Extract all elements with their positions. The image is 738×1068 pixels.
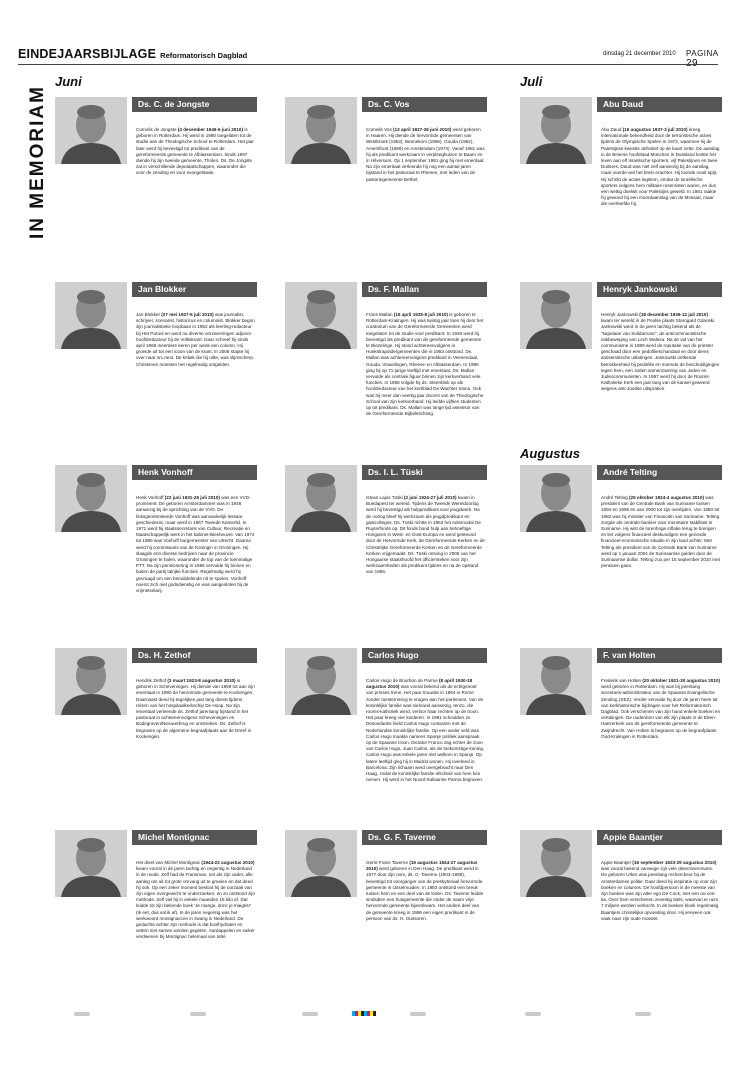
bio-body: was president van de Centrale Bank van Suriname tussen 1994 en 1996 en van 2000 tot zijn overlijden. Van 1980 tot 1982 was hij minister van Financiën van Suriname. Telting zorgde als centrale-bankier voor monetaire stabiliteit in Suriname. Hij wist de torenhoge inflatie terug te brengen en liet volgens financieel deskundigen een gezonde financieel-economische situatie in zijn land achter. Met Telting als president van de Centrale Bank van Suriname werd op 1 januari 2004 de Surinaamse gulden door de Surinaamse dollar. Telting zou per 15 september 2010 met pensioen gaan. [601, 495, 720, 569]
portrait-photo [55, 97, 127, 164]
obituary-name: Ds. H. Zethof [132, 648, 257, 663]
obituary-name: Abu Daud [597, 97, 722, 112]
portrait-photo [285, 282, 357, 349]
obituary-text [601, 860, 720, 922]
page-header [18, 45, 718, 63]
bio-dates: (20 oktober 1921-30 augustus 2010) [642, 678, 720, 683]
obituary-name: Henryk Jankowski [597, 282, 722, 297]
header-page [686, 49, 718, 69]
register-mark [410, 1012, 426, 1016]
register-mark [635, 1012, 651, 1016]
obituary-name: Ds. G. F. Taverne [362, 830, 487, 845]
bio-lead: Henryk Jankowski [601, 312, 640, 317]
bio-lead: Gerrit Frans Taverne [366, 860, 410, 865]
bio-dates: (27 mei 1927-6 juli 2010) [161, 312, 214, 317]
bio-body: kwam ter wereld in de Poolse plaats Starogard Gdanski. Jankowski werd in de jaren tachtig bekend als de "kapelaan van Solidarnosc", de anticommunistische vakbeweging van Lech Walesa. Na de val van het communisme in 1989 werd de reputatie van de priester geschaad door een pedofilieschandaal en door diens antisemitische uitlatingen. Jankowski ontkende betrokkenheid bij pedofilie en noemde de beschuldigingen tegen hem, een Joden samenzwering van Joden en Judeocommunisten. In 1997 werd hij door de Rooms-Katholieke Kerk een jaar lang van de kansel geweerd wegens anti-Joodse uitspraken. [601, 318, 720, 392]
obituary-name: Henk Vonhoff [132, 465, 257, 480]
bio-body: werd geboren in Haaren. Hij diende de hervormde gemeenten van Westbroek (1952), Bennekom (1956), Gouda (1962), Amersfoort (1969) en Amstendam (1974). Vanaf 1981 was hij als predikant werkzaam in verpleeghuizen te Baarn en in Hilversum. Op 1 september 1991 ging hij met emeritaat. Na zijn emeritaat verleende hij nog een aantal jaren bijstand in het pastoraat te Rhenen, met leden van de pastoriegemeente Bethel. [366, 127, 485, 182]
bio-dates: (22 juni 1931-25 juli 2010) [164, 495, 220, 500]
portrait-photo [55, 465, 127, 532]
bio-dates: (1944-22 augustus 2010) [201, 860, 255, 865]
brand-title: EINDEJAARSBIJLAGE [18, 47, 157, 61]
bio-body: is geboren in Scheveningen. Hij diende van 1959 tot aan zijn emeritaat in 1990 de hervormde gemeente te Kockengen. Daarnaast deed hij tegelijken jaar lang dienst tijdens reizen van het hospitaalkerkschip De Hoop. Na zijn emeritaat verleende ds. Zethof jarenlang bijstand in het pastoraat in achtereenvolgens Scheveningen en Bodegraven/Nieuwerbrug en omstreken. Ds. Zethof is begraven op de algemene begraafplaats aan de Dreef in Kockengen. [136, 678, 255, 739]
section-title: IN MEMORIAM [27, 85, 48, 239]
bio-lead: Frederik van Holten [601, 678, 643, 683]
bio-body: was vooral bekend vanwege zijn vele detectiveromans. De geboren Urker was jarenlang rechercheur bij de Amsterdamse politie. Daar deed hij inspiratie op voor zijn boeken en columns. De hoofdpersoon in de meeste van zijn boeken was zijn alter ego De Cock, met een oo-cee-ka. Over hem verschenen zeventig titels, waarvan er ruim 7 miljoen werden verkocht. In de boeken klonk regelmatig Baantjers christelijke opvoeding door. Hij verwees ook vaak naar zijn oude moeder. [601, 866, 719, 921]
register-mark [525, 1012, 541, 1016]
register-mark [190, 1012, 206, 1016]
page-label: PAGINA [686, 49, 719, 58]
bio-body: is geboren in Rotterdam. Hij werd in 1980 toegelaten tot de studie aan de Theologische School te Rotterdam. Het jaar later werd hij bevestigd tot predikant van de gereformeerde gemeente te Alblasserdam. Sinds 1997 diende hij zijn tweede gemeente, Tholen. Ds. De Jongste zat in verschillende deputaatschappen, waaronder die voor de zending en voor evangelisatie. [136, 127, 254, 176]
bio-dates: (16 augustus 1937-3 juli 2010) [622, 127, 688, 132]
print-marks [0, 1008, 738, 1020]
obituary-text [601, 312, 720, 393]
bio-dates: (25 oktober 1924-4 augustus 2010) [629, 495, 705, 500]
bio-body: was journalist, schrijver, scenarist, historicus en columnist. Blokker begon zijn journalistieke loopbaan in 1952 als leerling-redacteur bij Het Parool en werd na diverse omzwervingen adjunct-hoofdredacteur bij de Volkskrant. Daar schreef hij sinds april 1968 meerdere keren per week een column. Hij groeide uit tot een icoon van de krant. In 2006 stapte hij over naar nrc.next. De kritiek die hij uitte, was vlijmscherp. Christenen moesten het regelmatig ontgelden. [136, 312, 255, 367]
portrait-photo [520, 282, 592, 349]
bio-lead: Hendrik Zethof [136, 678, 168, 683]
obituary-text [366, 127, 485, 183]
bio-dates: (13 april 1927-26 juni 2010) [393, 127, 452, 132]
bio-dates: (3 maart 1923-8 augustus 2010) [167, 678, 236, 683]
obituary-text [366, 495, 485, 576]
portrait-photo [520, 830, 592, 897]
header-date: dinsdag 21 december 2010 [603, 51, 676, 57]
register-mark [74, 1012, 90, 1016]
obituary-name: Ds. F. Mallan [362, 282, 487, 297]
portrait-photo [285, 830, 357, 897]
obituary-text [601, 495, 720, 569]
portrait-photo [520, 465, 592, 532]
bio-dates: (2 juni 1924-27 juli 2010) [403, 495, 457, 500]
register-mark [302, 1012, 318, 1016]
obituary-text [136, 860, 255, 941]
bio-dates: (4 december 1946-6 juni 2010) [177, 127, 244, 132]
month-august: Augustus [520, 446, 580, 461]
obituary-name: Ds. C. Vos [362, 97, 487, 112]
bio-lead: Carlos Hugo de Bourbon de Parme [366, 678, 440, 683]
bio-body: kreeg internationale bekendheid door de terroristische acties tijdens de Olympische Spelen in 1972, waarmee hij de Palestijnse kwestie definitief op de kaart zette. De aanslag in de Beierse hoofdstad München in Duitsland kostte het leven aan elf Israëlische sporters, vijf Palestijnen en twee Duitsers. Daud was niet zelf aanwezig bij de aanslag, maar voerde wel het brein erachter. Hij toonde nooit spijt. Hij schrikt de acties legitiem, omdat de Israëlische sporters volgens hem militaire reservisten waren, en dus een wettig doelwit voor Palestijns geweld. In 1981 raakte hij gewond bij een moordaanslag van de Mossad, maar die overleefde hij. [601, 127, 720, 207]
portrait-photo [285, 648, 357, 715]
obituary-name: Jan Blokker [132, 282, 257, 297]
portrait-photo [520, 97, 592, 164]
bio-body: werd geboren in Den Haag. De predikant werd in 1977 door zijn oom, ds. G. Taverne (1903-1998), bevestigd tot voorganger van de presbyteriaal hervormde gemeente in IJsselmuiden. In 1983 ontstond een breuk tussen hem en een deel van de leden. Ds. Taverne leidde sindsdien een huisgemeente die onder de naam vrije hervormde gemeente bijeenkwam. Het andere deel van de gemeente kreeg in 1986 een eigen predikant in de persoon van ds. H. Oussoren. [366, 866, 484, 921]
portrait-photo [55, 648, 127, 715]
portrait-photo [55, 282, 127, 349]
portrait-photo [285, 465, 357, 532]
obituary-name: F. van Holten [597, 648, 722, 663]
bio-lead: André Telting [601, 495, 630, 500]
bio-body: was vooral bekend als de echtgenoot van prinses Irene. Het paar trouwde in 1964 in Rome zonder toestemming te vragen aan het parlement. Van de koninklijke familie was niemand aanwezig, tenzo, die rooms-katholiek werd, verloor haar rechten op de troon. Het paar kreeg vier kinderen. In 1981 scheidden ze. Desondanks hield Carlos Hugo contacten met de Nederlandse koninklijke familie. Op een ander veld was Carlos Hugo maakte namens Spanje politiek aanspraak op de Spaanse troon. Dictator Franco zag echter de zoon van Carlos Hugo, Juan Carlos, als de toekomstige koning. Carlos Hugo was enkele jaren niet welkom in Spanje. Op latere leeftijd ging hij in Madrid wonen. Hij overleed in Barcelona. Zijn lichaam werd overgebracht naar Den Haag, zodat de koninklijke familie afscheid van hem kon nemen. Hij werd in het Noord-Italiaanse Parma begraven. [366, 684, 485, 783]
obituary-name: Ds. C. de Jongste [132, 97, 257, 112]
obituary-text [366, 312, 485, 417]
portrait-photo [285, 97, 357, 164]
obituary-text [136, 495, 255, 594]
bio-body: kwam in Boedapest ter wereld. Tijdens de Tweede Wereldoorlog werd hij bevestigd als hulppredikant voor jeugdwerk. Na de oorlog bleef hij werkzaam als jeugdpredikant en gastcolleges. Ds. Tüski richtte in 1953 het Adminodal De Ruyterfonds op. Dit fonds bood hulp aan behoeftige Hongaren in West- en Oost-Europa en werd gesteund door de Hervormde Kerk, de Gereformeerde Kerken en de Christelijke Gereformeerde Kerken en de Gereformeerde Kerken vrijgemaakt. Ds. Tüski ontving in 2006 van het Hongaarse staatshoofd het officiersteken voor zijn werkzaamheden als predikant tijdens en na de opstand van 1956. [366, 495, 485, 575]
bio-lead: Jan Blokker [136, 312, 162, 317]
portrait-photo [520, 648, 592, 715]
obituary-name: Appie Baantjer [597, 830, 722, 845]
obituary-name: Michel Montignac [132, 830, 257, 845]
bio-dates: (18 december 1936-12 juli 2010) [639, 312, 708, 317]
obituary-text [136, 312, 255, 368]
portrait-photo [55, 830, 127, 897]
bio-body: kwam vooral in de jaren tachtig en negentig in Nederland in de mode. Zelf had de Fransman, net als zijn vader, alle aanleg om uit tot grote omvang uit te groeien en dat deed hij ook. Op een zeker moment besloot hij de oorzaak van zijn eigen overgewicht te onderzoeken, en zo ontstond zijn methode. Zelf viel hij in enkele maanden 15 kilo af. Dat leidde tot zijn bekende boek 'Je mange, donc je maigris!' (Ik eet, dus val ik af). In de jaren negentig was het werkwoord montignaccen in zwang in Nederland. De gedachte achter zijn methode is dat koolhydraten en vetten niet samen worden gegeten. Aardappelen en suiker verdwenen bij Montignac helemaal van tafel. [136, 866, 256, 940]
color-bar [352, 1011, 376, 1016]
obituary-name: Carlos Hugo [362, 648, 487, 663]
bio-lead: Cornelis de Jongste [136, 127, 178, 132]
bio-body: was een VVD-prominent. De geboren Amsterdammer was in 1948 aanwezig bij de oprichting van de VVD. De linksgeoriënteerde Vonhoff was aanvankelijk lessaar geschiedenis, maar werd in 1967 Tweede Kamerlid. In 1971 werd hij staatssecretaris van Cultuur, Recreatie en Maatschappelijk werk in het kabinet-Biesheuvel. Van 1974 tot 1980 was Vonhoff burgemeester van Utrecht. Daarna werd hij commissaris van de Koningin in Groningen. Hij slaagde erin diverse bedrijven naar de provincie Groningen te halen, waaronder de top van de toenmalige PTT. Na zijn pensionering in 1996 vervulde hij binnen en buiten de partij talrijke functies. Regelmatig werd hij gevraagd om een bemiddelende rol te spelen. Vonhoff noemt zich niet godsdienstig en was aangesloten bij de vrijmetselarij. [136, 495, 255, 594]
bio-lead: Het dieet van Michel Montignac [136, 860, 202, 865]
bio-dates: (16 augustus 1944-27 augustus 2010) [366, 860, 478, 872]
obituary-text [601, 678, 720, 740]
obituary-text [366, 678, 485, 783]
bio-dates: (16 september 1923-29 augustus 2010) [632, 860, 717, 865]
bio-dates: (8 april 1930-18 augustus 2010) [366, 678, 473, 690]
obituary-text [136, 678, 255, 740]
obituary-name: André Telting [597, 465, 722, 480]
bio-lead: Cornelis Vos [366, 127, 394, 132]
bio-lead: Abu Daud [601, 127, 623, 132]
bio-lead: Istvan Lajos Tüski [366, 495, 404, 500]
obituary-name: Ds. I. L. Tüski [362, 465, 487, 480]
bio-dates: (15 april 1925-8 juli 2010) [393, 312, 448, 317]
bio-body: is geboren te Rotterdam-Kralingen. Hij was twintig jaar toen hij door het curatorium van de Gereformeerde Gemeenten werd toegelaten tot de studie voor predikant. In 1948 werd hij bevestigd als predikant van de gereformeerde gemeente te Biezelinge. Hij stond achtereenvolgens in Hoekstrapoldergemeenten die in 1953 ontstond. Ds. Mallan was achtereenvolgens predikant in Veenendaal, Gouda, Vlaardingen, Rhenen en Alblasserdam. In 1996 ging hij op 71-jarige leeftijd met emeritaat. Ds. Mallan vervulde als centrale figuur binnen zijn kerkverband vele functies. In 1966 volgde hij ds. Steenblok op als hoofdredacteur van het kerkblad De Wachter Sions. Ook was hij meer dan veertig jaar docent van de Theologische School van zijn kerkverband. Hij leidde vijftien studenten op tot predikant. Ds. Mallan was lange tijd assessor van de Gereformeerde Bijbelstichting. [366, 312, 484, 417]
bio-lead: Henk Vonhoff [136, 495, 165, 500]
header-rule [18, 64, 718, 65]
month-june: Juni [55, 74, 82, 89]
brand [18, 47, 247, 61]
bio-body: werd geboren in Rotterdam. Hij was bij jarenlang secretaris-administrateur van de Spaanse Evangelische Zending (SEZ). Verder vervulde hij door de jaren heen tal van kerkhistorische bijdragen voor het Reformatorisch Dagblad. Ook verschenen van zijn hand enkele boeken en vertalingen. De ouderdom van elk zijn plaats in de Eben-Haëzerkerk van de gereformeerde gemeente te Zwijndrecht. Van Holten is begraven op de begraafplaats Oud-Kralingen in Rotterdam. [601, 684, 721, 739]
bio-lead: Appie Baantjer [601, 860, 633, 865]
brand-subtitle: Reformatorisch Dagblad [160, 51, 248, 60]
bio-lead: Frans Mallan [366, 312, 394, 317]
month-july: Juli [520, 74, 543, 89]
obituary-text [136, 127, 255, 177]
obituary-text [601, 127, 720, 208]
obituary-text [366, 860, 485, 922]
